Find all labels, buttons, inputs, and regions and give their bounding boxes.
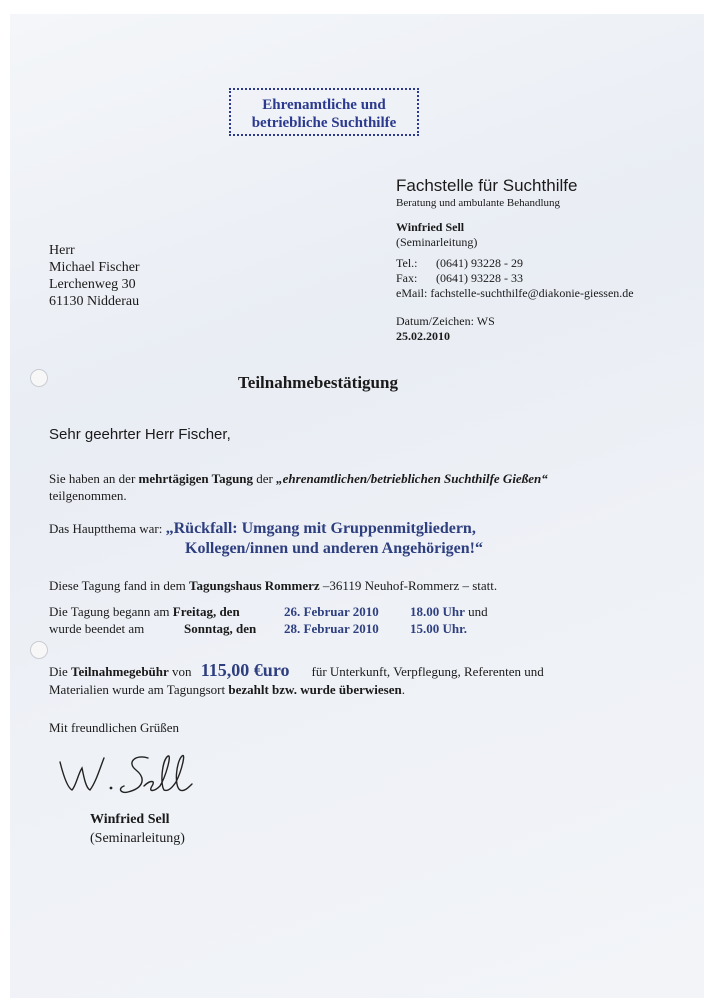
closing: Mit freundlichen Grüßen	[49, 720, 179, 735]
end-time: 15.00 Uhr.	[410, 621, 467, 636]
start-time-line	[410, 604, 488, 620]
sender-name: Winfried Sell	[396, 220, 465, 234]
punch-hole	[30, 641, 48, 659]
participation-paragraph	[49, 470, 649, 504]
text: Diese Tagung fand in dem	[49, 578, 190, 593]
recipient-salutation: Herr	[49, 243, 75, 258]
organization-logo	[229, 88, 419, 136]
letter-date: 25.02.2010	[396, 329, 450, 343]
start-day: Freitag, den	[172, 604, 240, 619]
start-date: 26. Februar 2010	[284, 604, 379, 619]
sender-tel: (0641) 93228 - 29	[436, 256, 523, 270]
signer-name: Winfried Sell	[90, 812, 170, 827]
text: Die Tagung begann am	[49, 604, 173, 619]
text: teilgenommen.	[49, 488, 127, 503]
logo-line-1: Ehrenamtliche und	[262, 97, 386, 113]
theme-line-2: Kollegen/innen und anderen Angehörigen!“	[185, 540, 483, 557]
signer-role: (Seminarleitung)	[90, 831, 185, 846]
main-theme	[49, 518, 476, 540]
fee-line-1	[49, 662, 544, 680]
fee-amount: 115,00 €uro	[200, 660, 290, 680]
text: Materialien wurde am Tagungsort	[49, 682, 229, 697]
text: .	[401, 682, 405, 697]
text: der	[253, 471, 277, 486]
recipient-address	[49, 242, 140, 310]
date-reference: Datum/Zeichen: WS	[396, 314, 495, 328]
sender-fax: (0641) 93228 - 33	[436, 271, 523, 285]
start-time: 18.00 Uhr	[410, 604, 465, 619]
sender-fax-label: Fax:	[396, 271, 418, 285]
sender-organization: Fachstelle für Suchthilfe	[396, 176, 578, 195]
sender-tel-label: Tel.:	[396, 256, 418, 270]
text: für Unterkunft, Verpflegung, Referenten und	[311, 664, 544, 679]
theme-label: Das Hauptthema war:	[49, 521, 166, 536]
end-date: 28. Februar 2010	[284, 621, 379, 636]
sender-subtitle: Beratung und ambulante Behandlung	[396, 197, 561, 209]
venue-name: Tagungshaus Rommerz	[189, 578, 320, 593]
event-type: mehrtägigen Tagung	[138, 471, 254, 486]
logo-line-2: betriebliche Suchthilfe	[251, 115, 397, 131]
punch-hole	[30, 369, 48, 387]
letter-title: Teilnahmebestätigung	[238, 373, 398, 392]
payment-status: bezahlt bzw. wurde überwiesen	[228, 682, 402, 697]
theme-line-1: „Rückfall: Umgang mit Gruppenmitgliedern,	[165, 520, 476, 537]
handwritten-signature	[56, 748, 196, 798]
recipient-street: Lerchenweg 30	[49, 277, 136, 292]
sender-email: eMail: fachstelle-suchthilfe@diakonie-giessen.de	[396, 286, 634, 300]
text: Sie haben an der	[49, 471, 139, 486]
text: von	[168, 664, 195, 679]
recipient-city: 61130 Nidderau	[49, 294, 140, 309]
end-label: wurde beendet am	[49, 621, 145, 636]
venue-paragraph	[49, 578, 497, 594]
fee-line-2	[49, 682, 405, 698]
fee-label: Teilnahmegebühr	[71, 664, 169, 679]
text: und	[464, 604, 488, 619]
end-day: Sonntag, den	[184, 621, 257, 636]
start-label	[49, 604, 240, 620]
recipient-name: Michael Fischer	[49, 260, 140, 275]
sender-role: (Seminarleitung)	[396, 235, 478, 249]
event-organizer: „ehrenamtlichen/betrieblichen Suchthilfe Gießen“	[276, 471, 548, 486]
letter-page	[10, 14, 704, 998]
text: Die	[49, 664, 72, 679]
text: –36119 Neuhof-Rommerz – statt.	[319, 578, 498, 593]
greeting: Sehr geehrter Herr Fischer,	[49, 426, 231, 443]
